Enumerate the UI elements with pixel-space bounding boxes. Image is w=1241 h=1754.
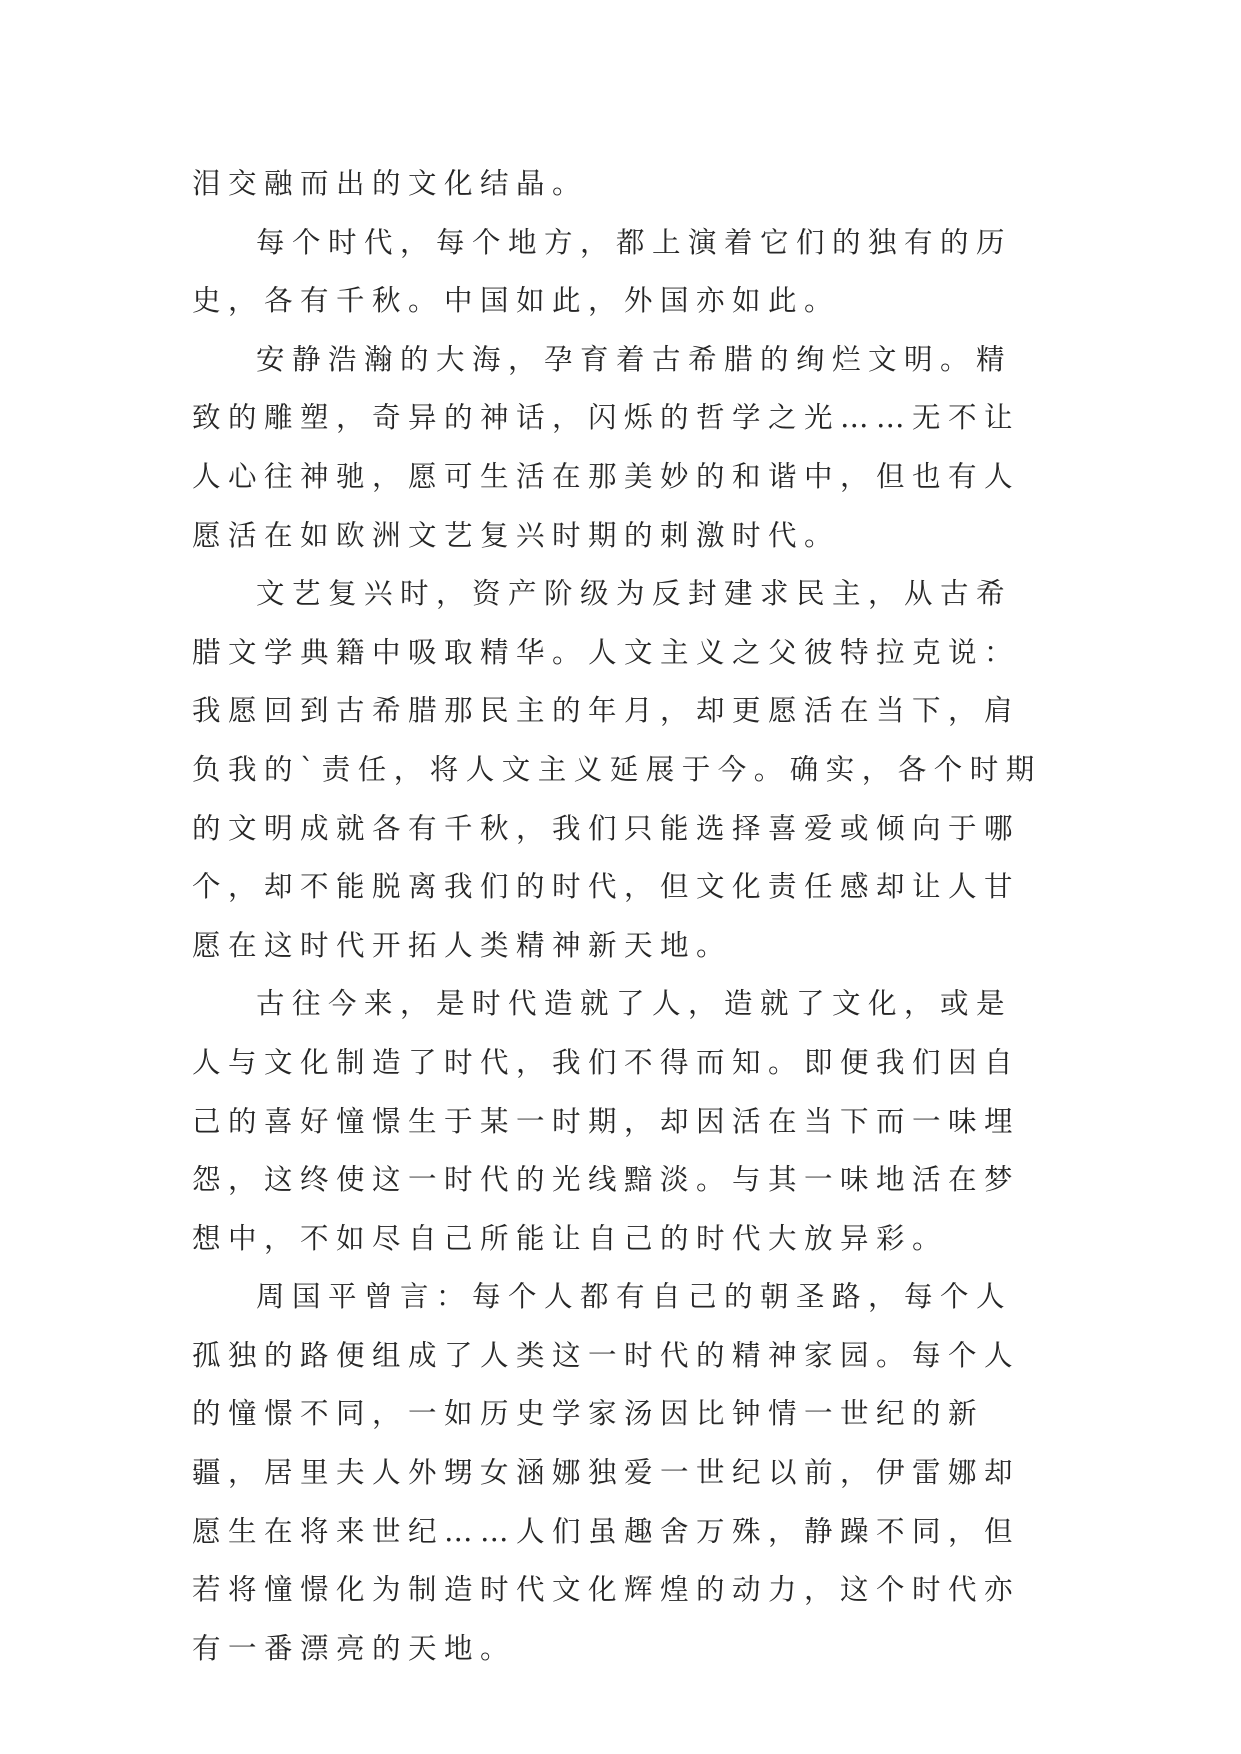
paragraph: 文艺复兴时，资产阶级为反封建求民主，从古希腊文学典籍中吸取精华。人文主义之父彼特拉克说：我愿回到古希腊那民主的年月，却更愿活在当下，肩负我的`责任，将人文主义延展于今。确实，各个时期的文明成就各有千秋，我们只能选择喜爱或倾向于哪个，却不能脱离我们的时代，但文化责任感却让人甘愿在这时代开拓人类精神新天地。 xyxy=(192,577,1042,962)
paragraph: 古往今来，是时代造就了人，造就了文化，或是人与文化制造了时代，我们不得而知。即便我们因自己的喜好憧憬生于某一时期，却因活在当下而一味埋怨，这终使这一时代的光线黯淡。与其一味地活在梦想中，不如尽自己所能让自己的时代大放异彩。 xyxy=(192,987,1021,1255)
paragraph-continuation: 泪交融而出的文化结晶。 xyxy=(192,167,589,200)
paragraph: 每个时代，每个地方，都上演着它们的独有的历史，各有千秋。中国如此，外国亦如此。 xyxy=(192,225,1013,318)
essay-body xyxy=(192,155,1045,1678)
paragraph: 安静浩瀚的大海，孕育着古希腊的绚烂文明。精致的雕塑，奇异的神话，闪烁的哲学之光……无不让人心往神驰，愿可生活在那美妙的和谐中，但也有人愿活在如欧洲文艺复兴时期的刺激时代。 xyxy=(192,342,1021,552)
paragraph: 周国平曾言：每个人都有自己的朝圣路，每个人孤独的路便组成了人类这一时代的精神家园。每个人的憧憬不同，一如历史学家汤因比钟情一世纪的新疆，居里夫人外甥女涵娜独爱一世纪以前，伊雷娜却愿生在将来世纪……人们虽趣舍万殊，静躁不同，但若将憧憬化为制造时代文化辉煌的动力，这个时代亦有一番漂亮的天地。 xyxy=(192,1280,1021,1665)
